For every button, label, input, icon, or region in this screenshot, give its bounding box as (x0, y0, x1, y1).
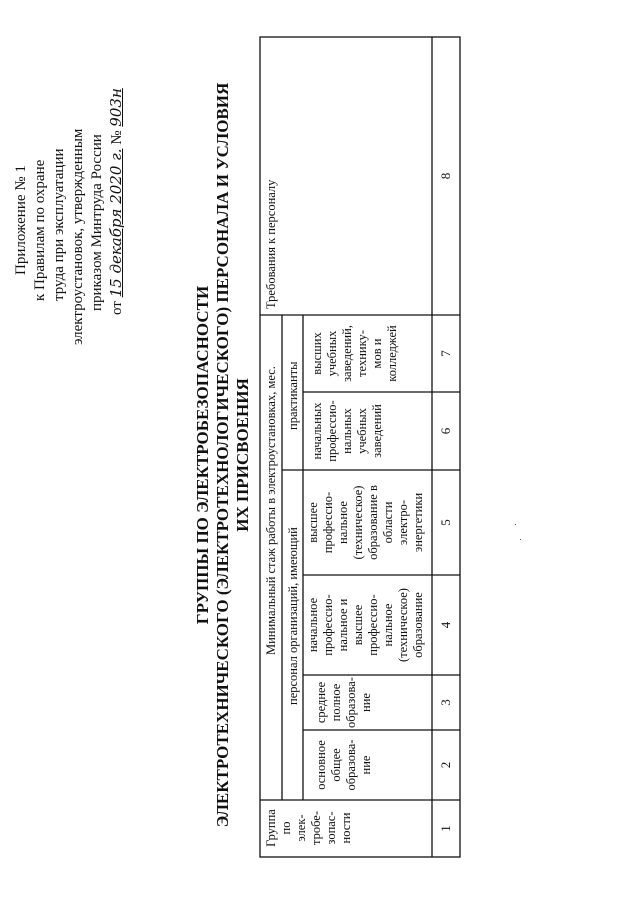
column-number: 1 (438, 825, 453, 832)
cell-line: нальное (381, 603, 395, 647)
column-higher-electroenergy (306, 471, 426, 574)
column-number: 5 (438, 519, 453, 526)
group-header-line: Группа (264, 809, 278, 847)
cell-line: колледжей (385, 325, 399, 382)
cell-line: учебных (325, 330, 339, 377)
column-interns-initial (310, 393, 385, 469)
appendix-line-5: приказом Минтруда России (89, 134, 105, 311)
cell-line: заведений, (340, 325, 354, 382)
cell-line: полное (329, 683, 343, 722)
cell-line: области (381, 501, 395, 544)
number-prefix: № (109, 130, 125, 145)
cell-line: начальное (306, 597, 320, 653)
cell-line: образование (411, 592, 425, 658)
interns-header: практиканты (286, 361, 300, 430)
column-basic-general (314, 731, 374, 799)
column-number: 7 (438, 350, 453, 357)
cell-line: профессио- (325, 400, 339, 462)
date-prefix: от (109, 301, 125, 315)
title-line-3: ИХ ПРИСВОЕНИЯ (233, 378, 252, 532)
cell-line: образова- (344, 677, 358, 728)
cell-line: высших (310, 332, 324, 375)
cell-line: технику- (355, 330, 369, 377)
group-header (264, 801, 354, 855)
group-header-line: тробе- (309, 810, 323, 846)
column-number: 8 (438, 172, 453, 180)
cell-line: энергетики (411, 492, 425, 553)
cell-line: нальное и (336, 598, 350, 652)
column-initial-higher-technical (306, 576, 426, 674)
handwritten-number: 903н (107, 88, 125, 127)
group-header-line: элек- (294, 814, 308, 842)
appendix-line-1: Приложение № 1 (13, 165, 29, 275)
cell-line: профессио- (366, 594, 380, 656)
cell-line: нальных (340, 408, 354, 454)
scan-speck (515, 524, 516, 525)
cell-line: (техническое) (396, 588, 410, 662)
column-number: 6 (438, 427, 453, 435)
column-number: 3 (438, 699, 453, 706)
group-header-line: зопас- (324, 811, 338, 845)
cell-line: профессио- (321, 491, 335, 554)
handwritten-date: 15 декабря 2020 г. (107, 148, 125, 298)
title-line-2: ЭЛЕКТРОТЕХНИЧЕСКОГО (ЭЛЕКТРОТЕХНОЛОГИЧЕСКОГО) ПЕРСОНАЛА И УСЛОВИЯ (213, 82, 232, 828)
cell-line: среднее (314, 681, 328, 724)
cell-line: основное (314, 740, 328, 790)
requirements-header: Требования к персоналу (264, 179, 278, 309)
cell-line: начальных (310, 402, 324, 460)
group-header-line: по (279, 821, 293, 835)
min-experience-header: Минимальный стаж работы в электроустановках, мес. (264, 366, 278, 655)
cell-line: образова- (344, 739, 358, 791)
cell-line: высшее (306, 502, 320, 543)
appendix-line-4: электроустановок, утвержденным (70, 128, 86, 345)
cell-line: нальное (336, 501, 350, 544)
cell-line: учебных (355, 408, 369, 454)
column-secondary-full (314, 676, 374, 729)
cell-line: ние (359, 755, 373, 775)
column-number: 4 (438, 621, 453, 629)
cell-line: электро- (396, 499, 410, 546)
cell-line: образование в (366, 485, 380, 560)
cell-line: (техническое) (351, 485, 365, 560)
cell-line: ние (359, 693, 373, 712)
appendix-line-3: труда при эксплуатации (51, 148, 67, 301)
cell-line: высшее (351, 604, 365, 646)
cell-line: профессио- (321, 594, 335, 656)
title-line-1: ГРУППЫ ПО ЭЛЕКТРОБЕЗОПАСНОСТИ (193, 285, 212, 625)
appendix-line-2: к Правилам по охране (32, 159, 48, 301)
cell-line: общее (329, 748, 343, 782)
column-interns-higher (310, 316, 400, 391)
cell-line: заведений (370, 404, 384, 458)
scan-speck (520, 539, 521, 540)
staff-header: персонал организаций, имеющий (286, 527, 300, 705)
column-number: 2 (438, 761, 453, 769)
cell-line: мов и (370, 338, 384, 369)
group-header-line: ности (339, 812, 353, 844)
